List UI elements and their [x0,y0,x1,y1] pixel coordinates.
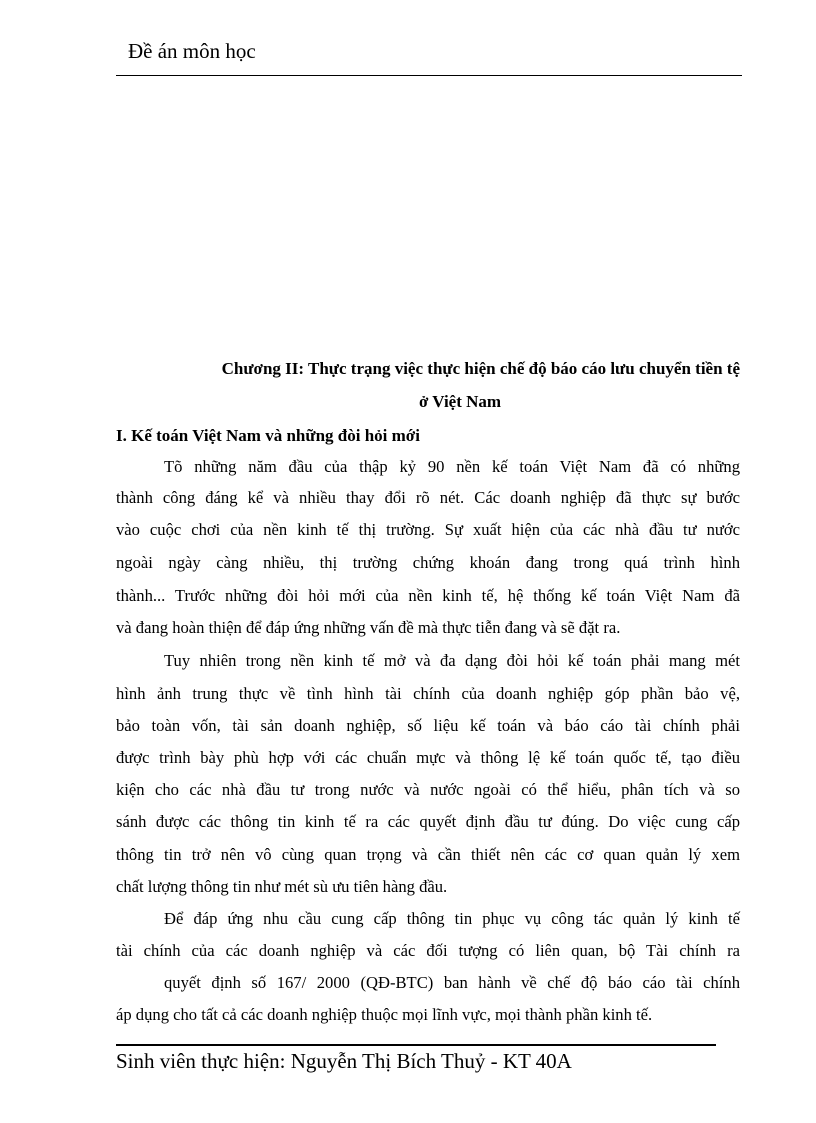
header-divider [116,75,742,76]
footer-author: Sinh viên thực hiện: Nguyễn Thị Bích Thuỷ - KT 40A [116,1049,572,1073]
paragraph-line: và đang hoàn thiện để đáp ứng những vấn đề mà thực tiễn đang và sẽ đặt ra. [116,618,621,637]
paragraph-line: chất lượng thông tin như mét sù ưu tiên hàng đầu. [116,877,448,896]
section-heading: I. Kế toán Việt Nam và những đòi hỏi mới [116,426,420,445]
paragraph-line: thành công đáng kể và nhiều thay đổi rõ nét. Các doanh nghiệp đã thực sự bước [116,488,740,507]
paragraph-line: kiện cho các nhà đầu tư trong nước và nước ngoài có thể hiểu, phân tích và so [116,780,740,799]
paragraph-line: quyết định số 167/ 2000 (QĐ-BTC) ban hành về chế độ báo cáo tài chính [164,973,740,992]
paragraph-line: tài chính của các doanh nghiệp và các đối tượng có liên quan, bộ Tài chính ra [116,941,740,960]
paragraph-line: Tõ những năm đầu của thập kỷ 90 nền kế toán Việt Nam đã có những [164,457,740,476]
paragraph-line: được trình bày phù hợp với các chuẩn mực và thông lệ kế toán quốc tế, tạo điều [116,748,740,767]
paragraph-line: bảo toàn vốn, tài sản doanh nghiệp, số liệu kế toán và báo cáo tài chính phải [116,716,740,735]
paragraph-line: thông tin trở nên vô cùng quan trọng và cần thiết nên các cơ quan quản lý xem [116,845,740,864]
paragraph-line: Để đáp ứng nhu cầu cung cấp thông tin phục vụ công tác quản lý kinh tế [164,909,740,928]
chapter-title-line-1: Chương II: Thực trạng việc thực hiện chế độ báo cáo lưu chuyển tiền tệ [221,359,740,378]
paragraph-line: Tuy nhiên trong nền kinh tế mở và đa dạng đòi hỏi kế toán phải mang mét [164,651,740,670]
header-title: Đề án môn học [128,39,256,63]
chapter-title-line-2: ở Việt Nam [418,392,502,411]
paragraph-line: thành... Trước những đòi hỏi mới của nền kinh tế, hệ thống kế toán Việt Nam đã [116,586,740,605]
paragraph-line: hình ảnh trung thực về tình hình tài chính của doanh nghiệp góp phần bảo vệ, [116,684,740,703]
paragraph-line: áp dụng cho tất cả các doanh nghiệp thuộc mọi lĩnh vực, mọi thành phần kinh tế. [116,1005,653,1024]
paragraph-line: ngoài ngày càng nhiều, thị trường chứng khoán đang trong quá trình hình [116,553,740,572]
footer-divider [116,1044,716,1046]
paragraph-line: vào cuộc chơi của nền kinh tế thị trường. Sự xuất hiện của các nhà đầu tư nước [116,520,740,539]
paragraph-line: sánh được các thông tin kinh tế ra các quyết định đầu tư đúng. Do việc cung cấp [116,812,740,831]
